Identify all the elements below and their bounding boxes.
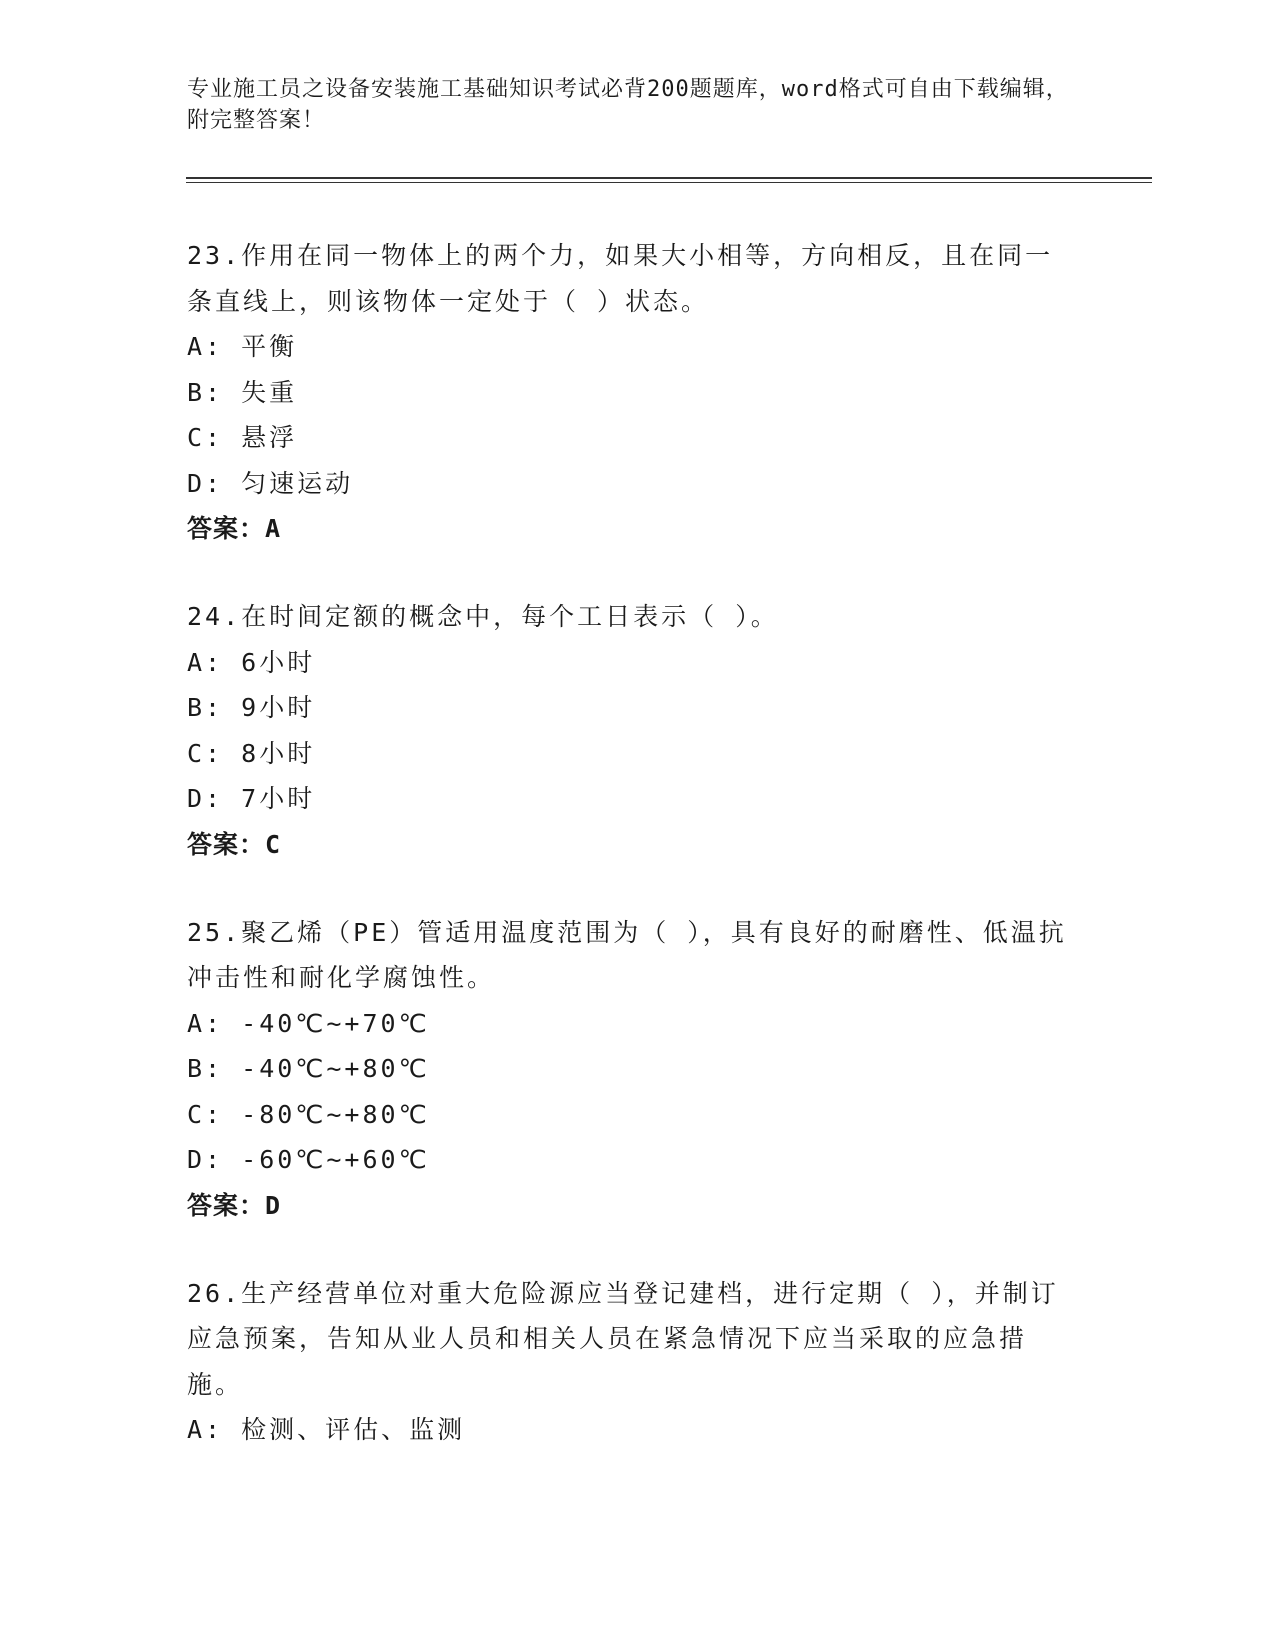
- option-a: A: 6小时: [187, 647, 316, 677]
- question-stem: 23.作用在同一物体上的两个力，如果大小相等，方向相反，且在同一条直线上，则该物体一定处于（ ）状态。: [187, 241, 1054, 316]
- question-26: [187, 1271, 1067, 1453]
- question-stem: 26.生产经营单位对重大危险源应当登记建档，进行定期（ ），并制订应急预案，告知从业人员和相关人员在紧急情况下应当采取的应急措施。: [187, 1278, 1059, 1399]
- option-c: C: 悬浮: [187, 423, 298, 452]
- answer: 答案：C: [187, 829, 282, 859]
- header-divider-thin: [186, 182, 1152, 183]
- question-list: [187, 233, 1067, 1495]
- question-24: [187, 594, 1067, 868]
- option-a: A: 检测、评估、监测: [187, 1415, 466, 1444]
- option-a: A: 平衡: [187, 332, 298, 361]
- answer: 答案：A: [187, 514, 282, 543]
- question-23: [187, 233, 1067, 552]
- document-header: 专业施工员之设备安装施工基础知识考试必背200题题库，word格式可自由下载编辑，附完整答案！: [187, 77, 1069, 133]
- header-divider-thick: [186, 177, 1152, 179]
- option-b: B: 9小时: [187, 693, 316, 722]
- option-d: D: 7小时: [187, 784, 316, 813]
- option-b: B: 失重: [187, 377, 298, 407]
- option-c: C: 8小时: [187, 738, 316, 768]
- question-25: [187, 910, 1067, 1229]
- question-stem: 24.在时间定额的概念中，每个工日表示（ ）。: [187, 602, 779, 631]
- answer: 答案：D: [187, 1190, 282, 1220]
- option-a: A: -40℃~+70℃: [187, 1008, 430, 1038]
- option-c: C: -80℃~+80℃: [187, 1099, 430, 1129]
- option-d: D: -60℃~+60℃: [187, 1145, 430, 1174]
- option-d: D: 匀速运动: [187, 468, 354, 498]
- option-b: B: -40℃~+80℃: [187, 1054, 430, 1083]
- question-stem: 25.聚乙烯（PE）管适用温度范围为（ ），具有良好的耐磨性、低温抗冲击性和耐化学腐蚀性。: [187, 917, 1067, 992]
